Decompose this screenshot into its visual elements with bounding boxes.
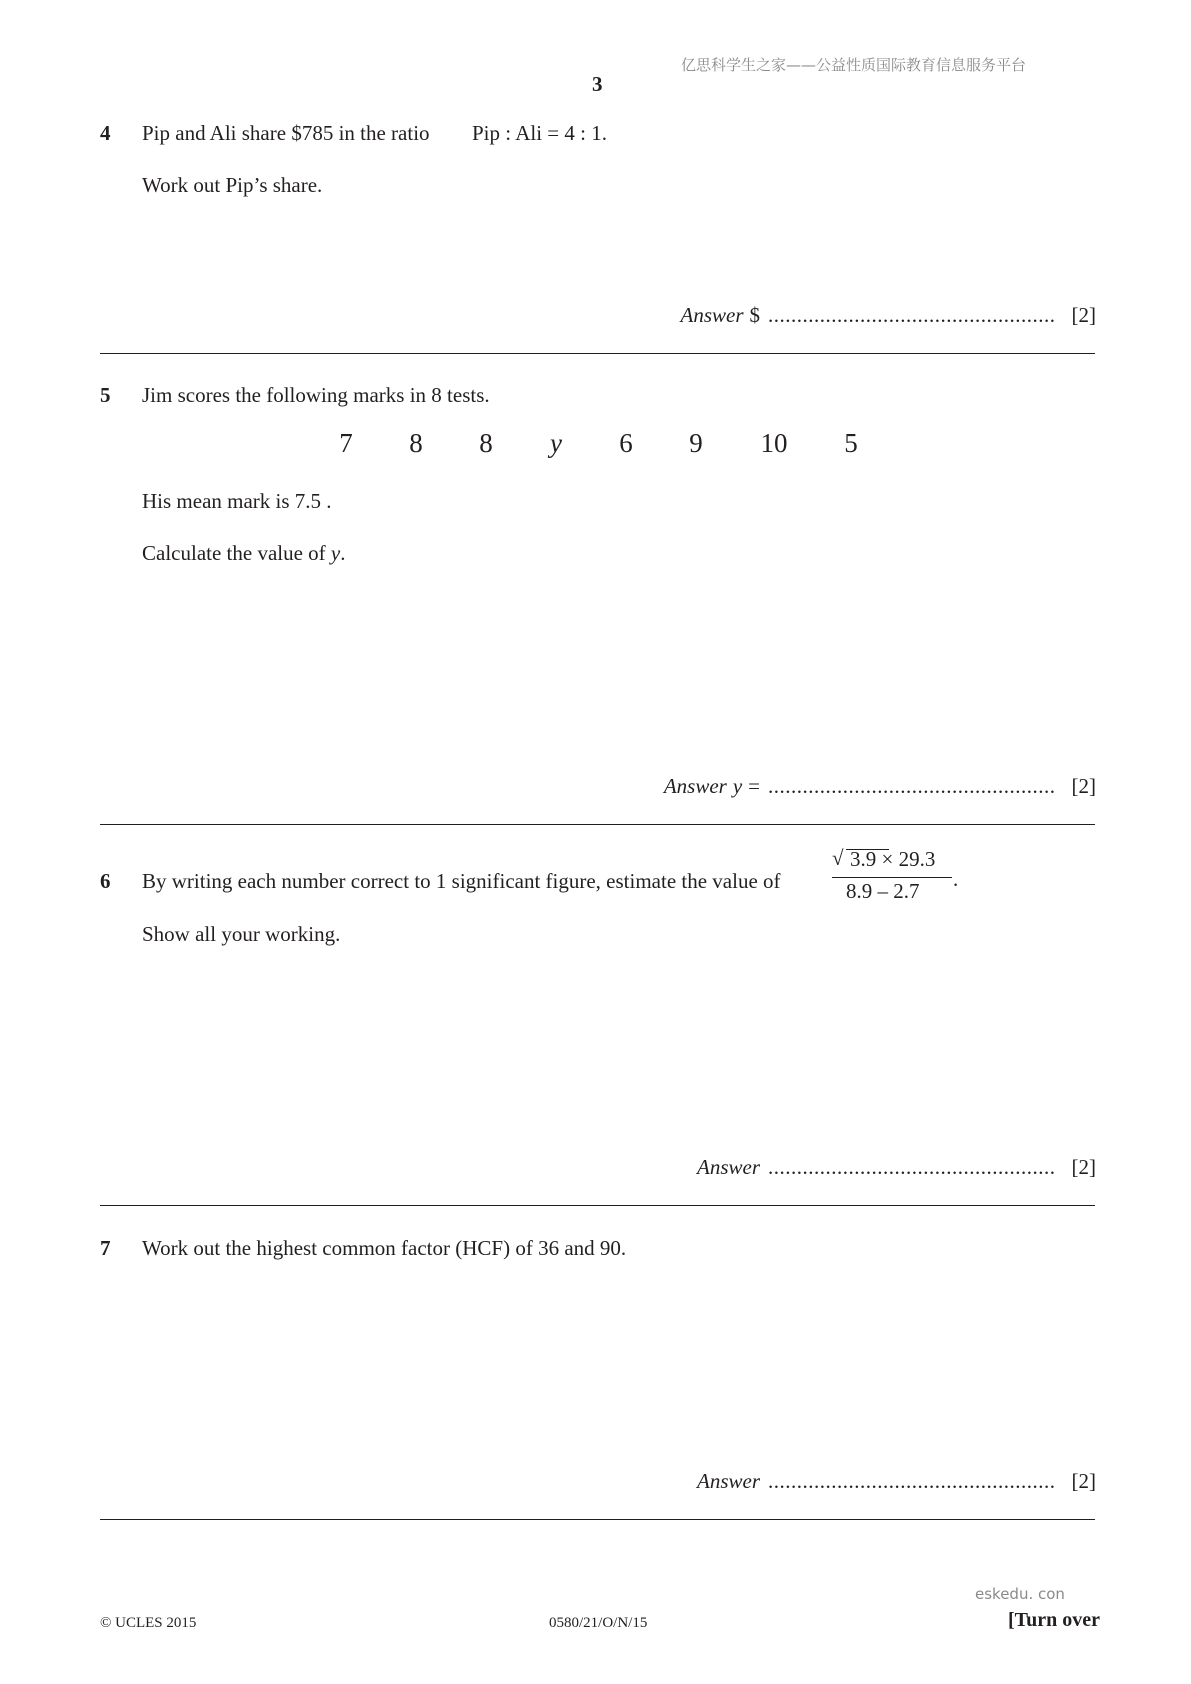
fraction-numerator — [832, 847, 952, 875]
fraction-denominator: 8.9 – 2.7 — [846, 879, 920, 903]
question-instruction: Work out Pip’s share. — [142, 173, 323, 197]
score-value: 6 — [619, 428, 633, 458]
question-instruction: Show all your working. — [142, 922, 341, 946]
turn-over: [Turn over — [1008, 1609, 1101, 1631]
answer-label: Answer — [663, 774, 727, 798]
marks-badge: [2] — [1071, 774, 1096, 798]
answer-line[interactable] — [681, 303, 1097, 328]
question-text: Work out the highest common factor (HCF) of 36 and 90. — [142, 1236, 627, 1260]
score-value-variable: y — [550, 428, 562, 458]
answer-label: Answer — [697, 1469, 760, 1493]
question-text: Pip and Ali share $785 in the ratio — [142, 121, 430, 145]
answer-equals: = — [748, 774, 760, 798]
question-number: 5 — [100, 383, 111, 407]
sqrt-symbol: √ — [832, 846, 844, 870]
score-value: 7 — [339, 428, 353, 458]
score-value: 10 — [760, 428, 788, 458]
page-number: 3 — [592, 72, 603, 96]
question-text: By writing each number correct to 1 significant figure, estimate the value of — [142, 869, 781, 893]
question-number: 6 — [100, 869, 111, 893]
score-value: 8 — [409, 428, 423, 458]
section-divider — [100, 824, 1095, 825]
sqrt-overline — [846, 849, 889, 850]
question-text: Jim scores the following marks in 8 tests. — [142, 383, 490, 407]
fraction-expression — [832, 847, 952, 904]
ratio-expression: Pip : Ali = 4 : 1. — [472, 121, 607, 145]
mean-text: His mean mark is 7.5 . — [142, 489, 332, 513]
score-value: 9 — [689, 428, 703, 458]
answer-dots[interactable]: .................................................. — [768, 1469, 1056, 1493]
answer-dots[interactable]: .................................................. — [768, 774, 1056, 798]
answer-line[interactable] — [664, 774, 1096, 799]
question-number: 4 — [100, 121, 111, 145]
marks-badge: [2] — [1071, 1155, 1096, 1179]
answer-dots[interactable]: .................................................. — [768, 303, 1056, 327]
instruction-suffix: . — [340, 541, 346, 565]
fraction-period: . — [953, 867, 959, 891]
instruction-prefix: Calculate the value of — [142, 541, 326, 565]
radicand: 3.9 — [850, 847, 877, 871]
paper-code: 0580/21/O/N/15 — [549, 1615, 648, 1631]
marks-badge: [2] — [1071, 1469, 1096, 1493]
answer-label: Answer — [680, 303, 744, 327]
section-divider — [100, 1519, 1095, 1520]
question-number: 7 — [100, 1236, 111, 1260]
score-value: 5 — [844, 428, 858, 458]
answer-variable: y — [732, 774, 743, 798]
score-value: 8 — [479, 428, 493, 458]
answer-dots[interactable]: .................................................. — [768, 1155, 1056, 1179]
answer-line[interactable] — [697, 1469, 1096, 1494]
copyright: © UCLES 2015 — [100, 1615, 197, 1631]
watermark-bottom: eskedu. con — [975, 1585, 1065, 1603]
instruction-variable: y — [330, 541, 341, 565]
section-divider — [100, 1205, 1095, 1206]
question-instruction — [142, 541, 346, 566]
answer-unit: $ — [749, 303, 760, 327]
watermark-top: 亿思科学生之家——公益性质国际教育信息服务平台 — [681, 56, 1027, 74]
marks-badge: [2] — [1071, 303, 1096, 327]
numerator-product: × 29.3 — [881, 847, 936, 871]
fraction-bar — [832, 877, 952, 878]
section-divider — [100, 353, 1095, 354]
answer-label: Answer — [697, 1155, 760, 1179]
answer-line[interactable] — [697, 1155, 1096, 1180]
